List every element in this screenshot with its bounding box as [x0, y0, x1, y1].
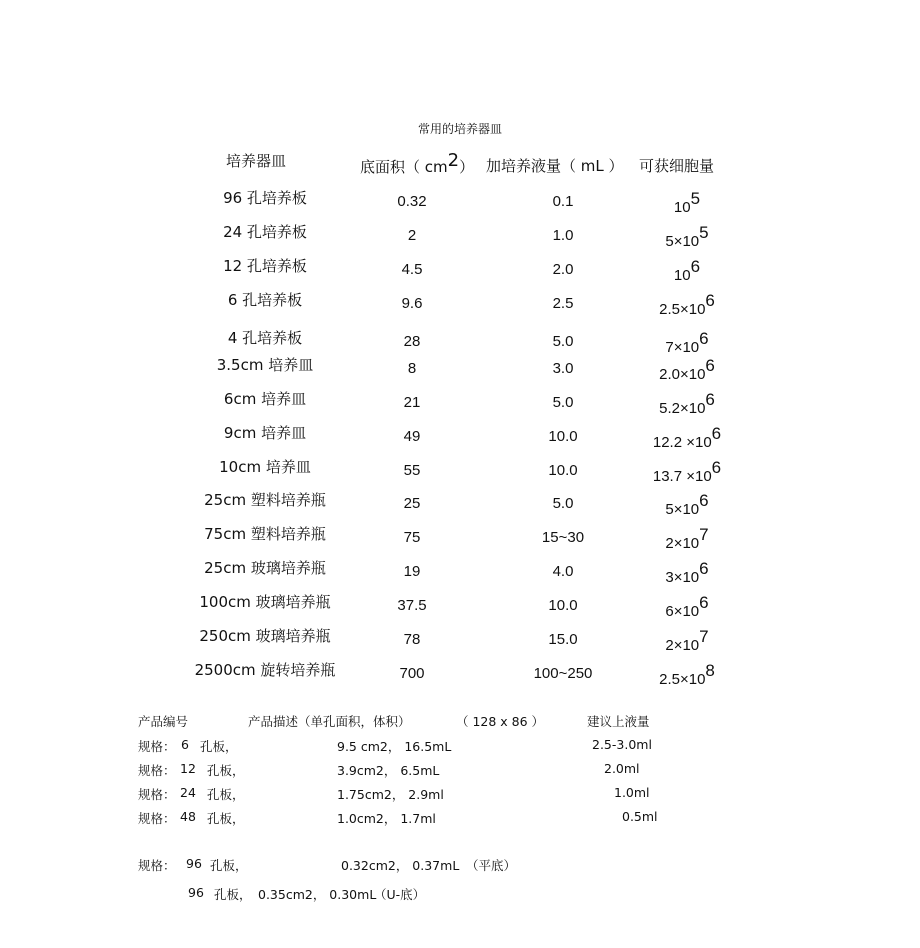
volume-value: 5.0 — [552, 495, 574, 512]
cells-base: 3×10 — [665, 569, 700, 586]
spec-label: 规格： — [138, 811, 176, 826]
cells-base: 5.2×10 — [659, 400, 706, 417]
spec-volume: 1.0ml — [614, 785, 650, 800]
spec-unit: 孔板， — [207, 763, 245, 778]
cells-exp: 6 — [699, 593, 709, 612]
cells-base: 10 — [673, 199, 691, 216]
spec-96-note: （平底） — [466, 858, 517, 873]
cells-value — [632, 424, 742, 451]
spec-well-count: 24 — [180, 785, 196, 800]
header-cells: 可获细胞量 — [639, 157, 715, 175]
spec-unit: 孔板， — [200, 739, 238, 754]
area-value: 49 — [403, 428, 421, 445]
cells-exp: 6 — [705, 390, 715, 409]
table-row — [0, 221, 920, 251]
spec-label: 规格： — [138, 787, 176, 802]
area-value: 25 — [403, 495, 421, 512]
spec-96u-note: （U-底） — [374, 887, 426, 902]
table-row — [0, 327, 920, 357]
vessel-name: 4 孔培养板 — [227, 329, 303, 347]
area-value: 78 — [403, 631, 421, 648]
cells-base: 2×10 — [665, 637, 700, 654]
cells-exp: 7 — [699, 627, 709, 646]
volume-value: 2.5 — [552, 295, 574, 312]
cells-value — [632, 559, 742, 586]
cells-value — [632, 525, 742, 552]
cells-base: 2×10 — [665, 535, 700, 552]
spec-96-desc: 0.32cm2， 0.37mL — [341, 858, 460, 873]
vessel-name: 10cm 培养皿 — [219, 458, 311, 476]
spec-header-volume: 建议上液量 — [587, 714, 650, 729]
cells-exp: 7 — [699, 525, 709, 544]
header-area-sup: 2 — [447, 150, 460, 171]
spec-desc: 1.75cm2， 2.9ml — [337, 787, 444, 802]
cells-base: 7×10 — [665, 339, 700, 356]
cells-exp: 6 — [705, 291, 715, 310]
page-title: 常用的培养器皿 — [417, 122, 502, 136]
vessel-name: 25cm 塑料培养瓶 — [204, 491, 326, 509]
spec-desc: 9.5 cm2， 16.5mL — [337, 739, 452, 754]
table-row — [0, 187, 920, 217]
table-row — [0, 523, 920, 553]
area-value: 8 — [407, 360, 417, 377]
cells-base: 2.5×10 — [659, 671, 706, 688]
spec-well-count: 12 — [180, 761, 196, 776]
volume-value: 100~250 — [533, 665, 593, 682]
header-vessel: 培养器皿 — [226, 152, 287, 170]
vessel-name: 24 孔培养板 — [223, 223, 307, 241]
area-value: 2 — [407, 227, 417, 244]
volume-value: 10.0 — [548, 597, 578, 614]
table-row — [0, 557, 920, 587]
spec-96-unit: 孔板， — [210, 858, 248, 873]
table-row — [0, 289, 920, 319]
cells-exp: 5 — [699, 223, 709, 242]
spec-label: 规格： — [138, 763, 176, 778]
spec-unit: 孔板， — [207, 787, 245, 802]
spec-96u-unit: 孔板， — [214, 887, 252, 902]
vessel-name: 100cm 玻璃培养瓶 — [199, 593, 331, 611]
area-value: 21 — [403, 394, 421, 411]
spec-well-count: 48 — [180, 809, 196, 824]
vessel-name: 6cm 培养皿 — [223, 390, 307, 408]
table-row — [0, 659, 920, 689]
area-value: 55 — [403, 462, 421, 479]
area-value: 28 — [403, 333, 421, 350]
vessel-name: 9cm 培养皿 — [223, 424, 307, 442]
cells-value — [632, 390, 742, 417]
spec-96-n: 96 — [186, 856, 202, 871]
spec-desc: 1.0cm2， 1.7ml — [337, 811, 436, 826]
cells-value — [632, 189, 742, 216]
area-value: 19 — [403, 563, 421, 580]
volume-value: 10.0 — [548, 428, 578, 445]
cells-exp: 5 — [690, 189, 701, 208]
vessel-name: 3.5cm 培养皿 — [216, 356, 314, 374]
area-value: 37.5 — [397, 597, 427, 614]
cells-value — [632, 223, 742, 250]
cells-exp: 6 — [699, 559, 709, 578]
spec-header-desc: 产品描述（单孔面积，体积） — [248, 714, 411, 729]
spec-volume: 2.5-3.0ml — [592, 737, 652, 752]
cells-value — [632, 627, 742, 654]
spec-96u-desc: 0.35cm2， 0.30mL — [258, 887, 377, 902]
cells-value — [632, 356, 742, 383]
table-row — [0, 456, 920, 486]
volume-value: 15.0 — [548, 631, 578, 648]
spec-well-count: 6 — [181, 737, 189, 752]
volume-value: 2.0 — [552, 261, 574, 278]
spec-unit: 孔板， — [207, 811, 245, 826]
cells-base: 5×10 — [665, 501, 700, 518]
table-row — [0, 422, 920, 452]
table-row — [0, 255, 920, 285]
cells-exp: 8 — [705, 661, 715, 680]
vessel-name: 6 孔培养板 — [227, 291, 303, 309]
cells-exp: 6 — [705, 356, 715, 375]
header-volume: 加培养液量（ mL ） — [486, 157, 624, 175]
area-value: 700 — [399, 665, 425, 682]
cells-exp: 6 — [690, 257, 701, 276]
header-area — [360, 150, 474, 177]
cells-value — [632, 458, 742, 485]
cells-base: 6×10 — [665, 603, 700, 620]
volume-value: 4.0 — [552, 563, 574, 580]
volume-value: 1.0 — [552, 227, 574, 244]
cells-base: 10 — [673, 267, 691, 284]
spec-desc: 3.9cm2， 6.5mL — [337, 763, 440, 778]
area-value: 9.6 — [401, 295, 423, 312]
cells-exp: 6 — [711, 424, 722, 443]
spec-header-code: 产品编号 — [138, 714, 189, 729]
cells-value — [632, 593, 742, 620]
vessel-name: 96 孔培养板 — [223, 189, 307, 207]
table-row — [0, 625, 920, 655]
spec-96-label: 规格： — [138, 858, 176, 873]
cells-base: 12.2 ×10 — [652, 434, 712, 451]
spec-96u-n: 96 — [188, 885, 204, 900]
volume-value: 5.0 — [552, 394, 574, 411]
header-area-label: 底面积（ cm — [360, 158, 448, 176]
cells-base: 5×10 — [665, 233, 700, 250]
cells-value — [632, 257, 742, 284]
area-value: 4.5 — [401, 261, 423, 278]
spec-header-dims: （ 128 x 86 ） — [456, 714, 545, 729]
cells-base: 2.5×10 — [659, 301, 706, 318]
table-row — [0, 591, 920, 621]
cells-exp: 6 — [699, 491, 709, 510]
cells-value — [632, 491, 742, 518]
cells-value — [632, 661, 742, 688]
cells-value — [632, 329, 742, 356]
vessel-name: 12 孔培养板 — [223, 257, 307, 275]
cells-exp: 6 — [711, 458, 722, 477]
vessel-name: 75cm 塑料培养瓶 — [204, 525, 326, 543]
volume-value: 5.0 — [552, 333, 574, 350]
table-row — [0, 489, 920, 519]
volume-value: 10.0 — [548, 462, 578, 479]
vessel-name: 25cm 玻璃培养瓶 — [204, 559, 326, 577]
vessel-name: 2500cm 旋转培养瓶 — [194, 661, 336, 679]
volume-value: 3.0 — [552, 360, 574, 377]
table-row — [0, 354, 920, 384]
cells-value — [632, 291, 742, 318]
table-row — [0, 388, 920, 418]
cells-base: 13.7 ×10 — [652, 468, 712, 485]
area-value: 0.32 — [397, 193, 427, 210]
cells-exp: 6 — [699, 329, 709, 348]
cells-base: 2.0×10 — [659, 366, 706, 383]
area-value: 75 — [403, 529, 421, 546]
spec-volume: 0.5ml — [622, 809, 658, 824]
header-area-close: ） — [459, 158, 475, 176]
spec-label: 规格： — [138, 739, 176, 754]
vessel-name: 250cm 玻璃培养瓶 — [199, 627, 331, 645]
volume-value: 0.1 — [552, 193, 574, 210]
spec-volume: 2.0ml — [604, 761, 640, 776]
volume-value: 15~30 — [541, 529, 585, 546]
